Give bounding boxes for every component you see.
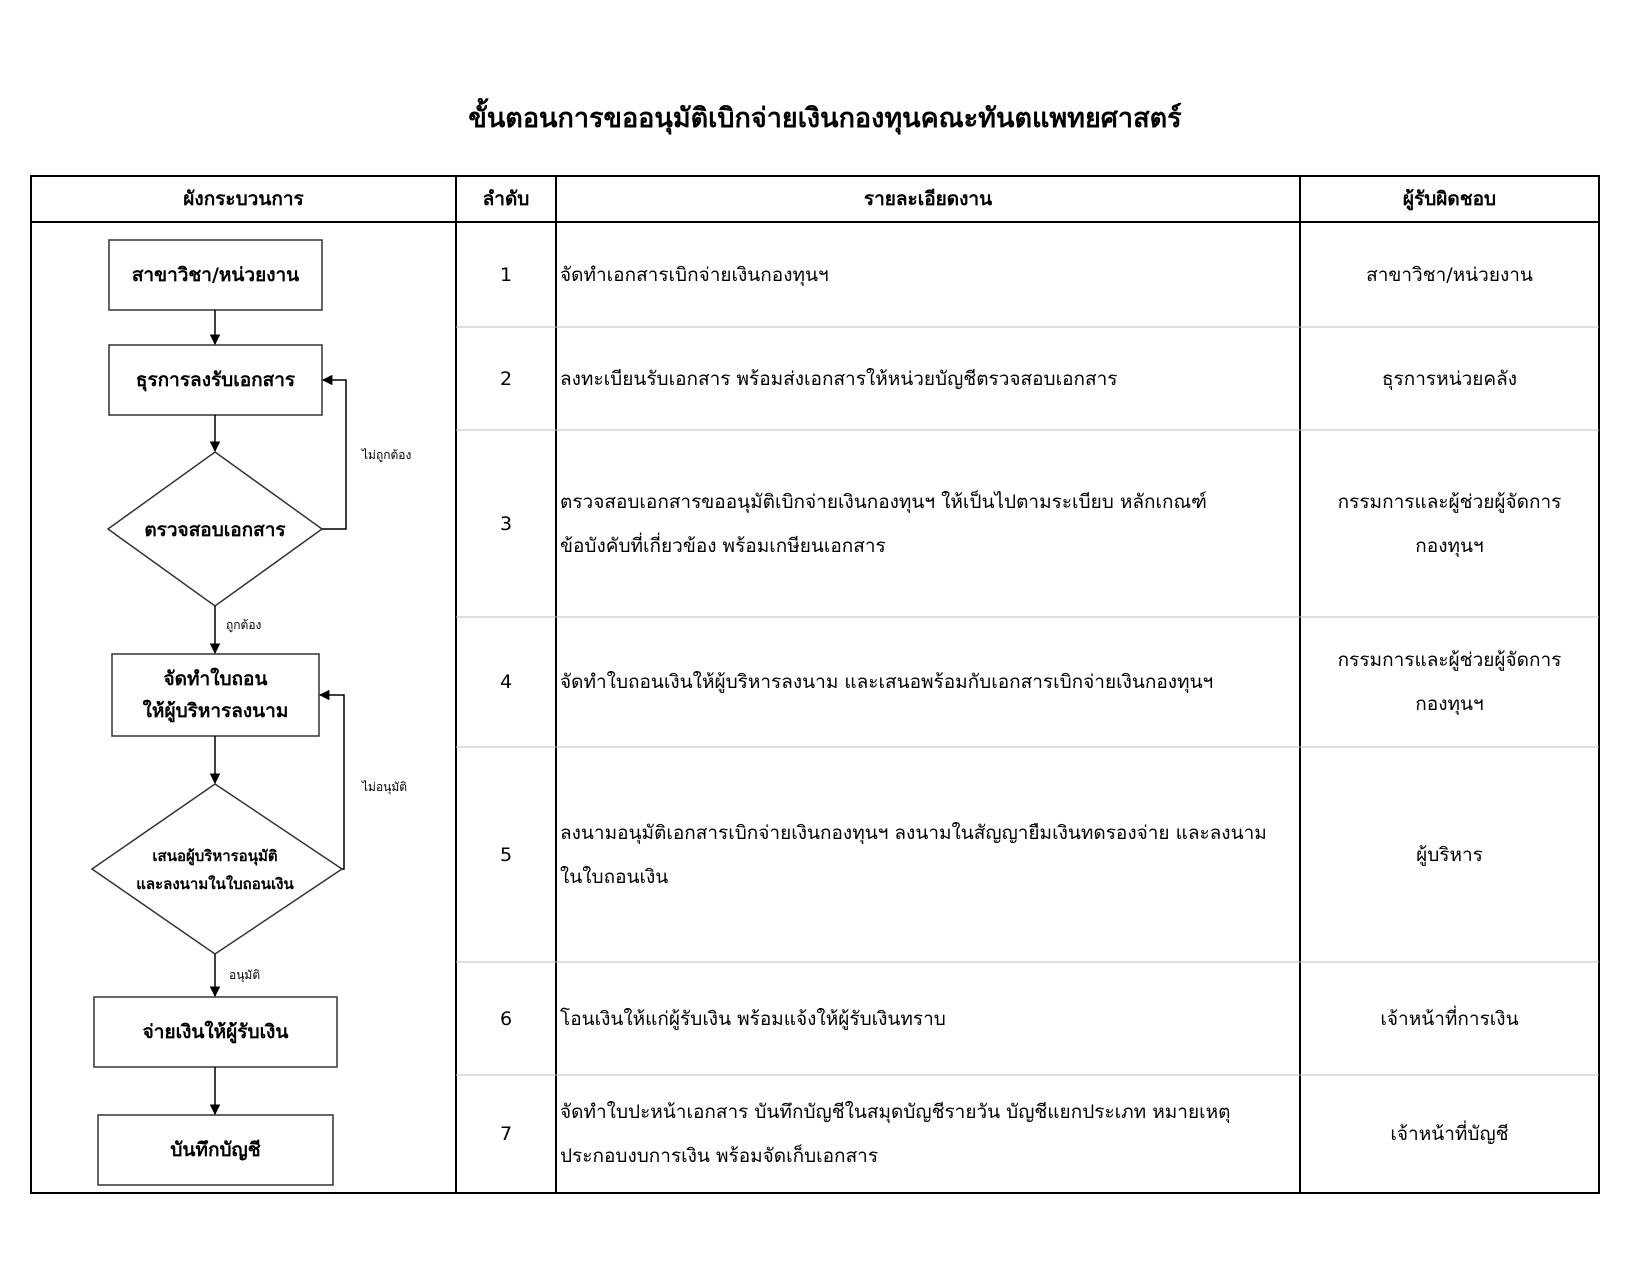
flow-label-incorrect: ไม่ถูกต้อง — [362, 448, 412, 462]
row-4-responsible: กรรมการและผู้ช่วยผู้จัดการ กองทุนฯ — [1337, 649, 1562, 715]
header-detail: รายละเอียดงาน — [863, 188, 993, 210]
row-6-detail: โอนเงินให้แก่ผู้รับเงิน พร้อมแจ้งให้ผู้รับเงินทราบ — [560, 1007, 946, 1030]
flow-text-withdrawal: จัดทำใบถอน ให้ผู้บริหารลงนาม — [142, 668, 289, 722]
header-flowchart: ผังกระบวนการ — [183, 188, 304, 210]
flow-label-not-approved: ไม่อนุมัติ — [362, 780, 408, 794]
flow-text-accounting: บันทึกบัญชี — [170, 1139, 261, 1161]
row-4-detail: จัดทำใบถอนเงินให้ผู้บริหารลงนาม และเสนอพร้อมกับเอกสารเบิกจ่ายเงินกองทุนฯ — [560, 671, 1214, 693]
row-4-number: 4 — [499, 671, 513, 693]
row-3-detail: ตรวจสอบเอกสารขออนุมัติเบิกจ่ายเงินกองทุนฯ ให้เป็นไปตามระเบียบ หลักเกณฑ์ ข้อบังคับที่เกี่ยวข้อง พร้อมเกษียนเอกสาร — [560, 490, 1207, 557]
row-5-detail: ลงนามอนุมัติเอกสารเบิกจ่ายเงินกองทุนฯ ลงนามในสัญญายืมเงินทดรองจ่าย และลงนาม ในใบถอนเงิน — [560, 821, 1267, 888]
row-5-number: 5 — [499, 843, 513, 866]
flow-label-correct: ถูกต้อง — [226, 618, 262, 632]
row-5-responsible: ผู้บริหาร — [1416, 843, 1483, 866]
row-3-responsible: กรรมการและผู้ช่วยผู้จัดการ กองทุนฯ — [1337, 490, 1562, 557]
row-6-number: 6 — [499, 1007, 513, 1030]
row-7-detail: จัดทำใบปะหน้าเอกสาร บันทึกบัญชีในสมุดบัญชีรายวัน บัญชีแยกประเภท หมายเหตุ ประกอบงบการเงิน พร้อมจัดเก็บเอกสาร — [560, 1101, 1231, 1167]
row-3-number: 3 — [499, 512, 513, 535]
row-7-number: 7 — [499, 1123, 513, 1145]
row-6-responsible: เจ้าหน้าที่การเงิน — [1380, 1007, 1519, 1030]
header-responsible: ผู้รับผิดชอบ — [1402, 188, 1497, 210]
flow-text-pay: จ่ายเงินให้ผู้รับเงิน — [142, 1021, 289, 1043]
flow-text-department: สาขาวิชา/หน่วยงาน — [131, 264, 300, 286]
flow-label-approved: อนุมัติ — [229, 968, 261, 982]
row-7-responsible: เจ้าหน้าที่บัญชี — [1390, 1123, 1509, 1145]
page-title: ขั้นตอนการขออนุมัติเบิกจ่ายเงินกองทุนคณะทันตแพทยศาสตร์ — [468, 103, 1182, 134]
row-2-responsible: ธุรการหน่วยคลัง — [1381, 367, 1518, 390]
flow-text-receive: ธุรการลงรับเอกสาร — [135, 369, 296, 391]
flow-text-approve: เสนอผู้บริหารอนุมัติ และลงนามในใบถอนเงิน — [136, 847, 294, 893]
row-1-responsible: สาขาวิชา/หน่วยงาน — [1366, 263, 1533, 286]
row-2-number: 2 — [499, 367, 513, 390]
row-2-detail: ลงทะเบียนรับเอกสาร พร้อมส่งเอกสารให้หน่วยบัญชีตรวจสอบเอกสาร — [560, 367, 1118, 390]
header-order: ลำดับ — [482, 188, 530, 210]
row-1-number: 1 — [499, 263, 513, 286]
row-1-detail: จัดทำเอกสารเบิกจ่ายเงินกองทุนฯ — [560, 263, 829, 286]
flow-text-check: ตรวจสอบเอกสาร — [144, 519, 286, 541]
